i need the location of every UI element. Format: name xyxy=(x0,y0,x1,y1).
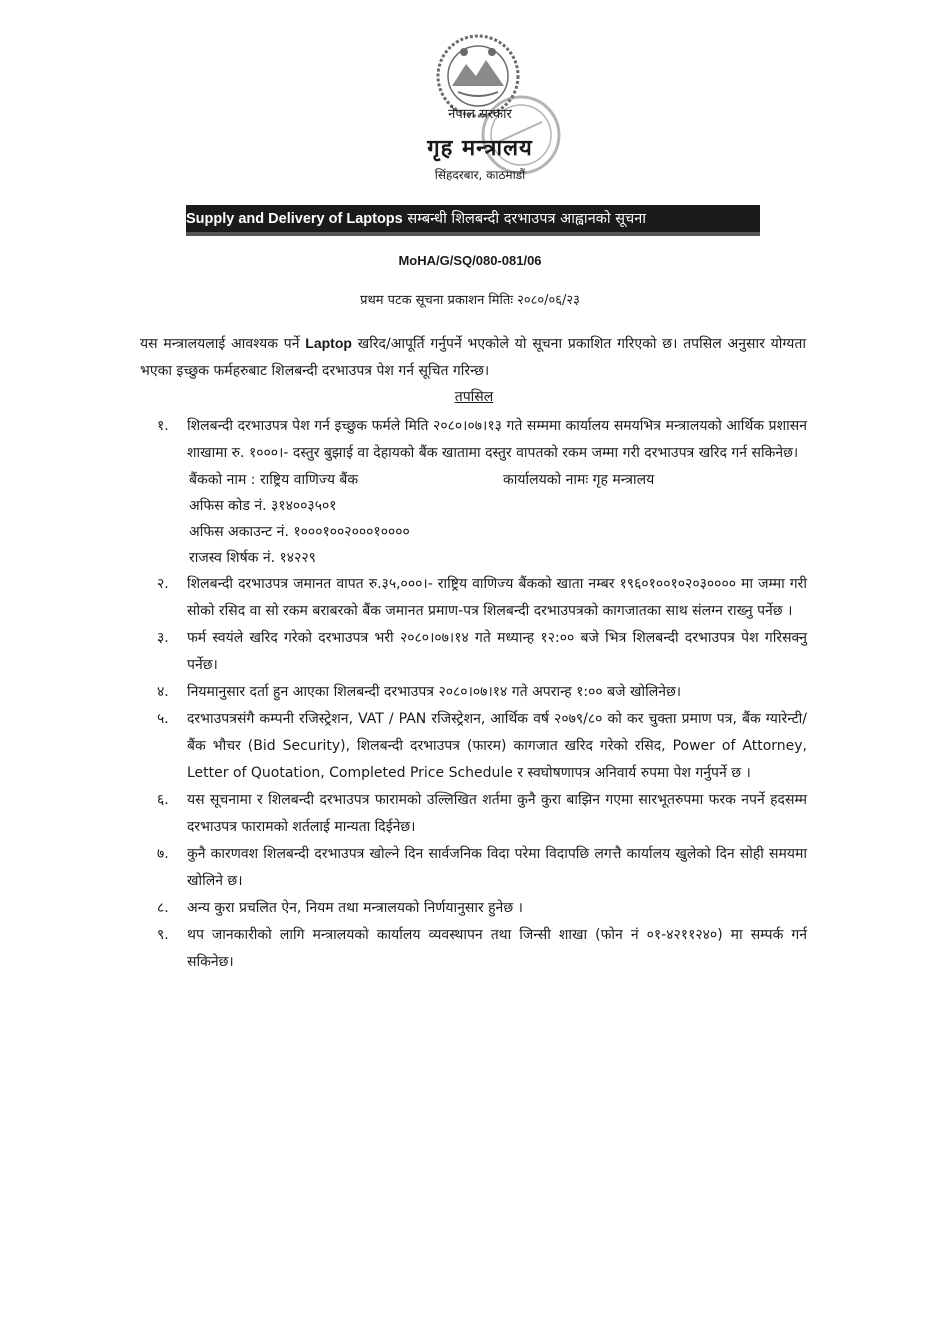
bank-details xyxy=(157,467,807,571)
list-item: ७. कुनै कारणवश शिलबन्दी दरभाउपत्र खोल्ने दिन सार्वजनिक विदा परेमा विदापछि लगत्तै कार्यालय खुलेको दिन सोही समयमा खोलिने छ। xyxy=(157,846,807,889)
revenue-heading: राजस्व शिर्षक नं. १४२२९ xyxy=(189,550,316,566)
ministry-name: गृह मन्त्रालय xyxy=(427,136,533,161)
banner-english: Supply and Delivery of Laptops xyxy=(186,211,403,227)
bank-name: बैंकको नाम : राष्ट्रिय वाणिज्य बैंक xyxy=(189,472,359,488)
office-account: अफिस अकाउन्ट नं. १०००१००२०००१०००० xyxy=(189,524,410,540)
list-item: ३. फर्म स्वयंले खरिद गरेको दरभाउपत्र भरी २०८०।०७।१४ गते मध्यान्ह १२:०० बजे भित्र शिलबन्दी दरभाउपत्र पेश गरिसक्नु पर्नेछ। xyxy=(157,630,807,673)
list-item: ९. थप जानकारीको लागि मन्त्रालयको कार्यालय व्यवस्थापन तथा जिन्सी शाखा (फोन नं ०१-४२११२४०) मा सम्पर्क गर्न सकिनेछ। xyxy=(157,927,807,970)
list-item: ४. नियमानुसार दर्ता हुन आएका शिलबन्दी दरभाउपत्र २०८०।०७।१४ गते अपरान्ह १:०० बजे खोलिनेछ। xyxy=(157,684,682,700)
banner-nepali: सम्बन्धी शिलबन्दी दरभाउपत्र आह्वानको सूचना xyxy=(402,211,647,227)
office-name: कार्यालयको नामः गृह मन्त्रालय xyxy=(503,472,655,488)
conditions-list xyxy=(157,413,807,976)
ministry-address: सिंहदरबार, काठमाडौं xyxy=(434,168,526,182)
government-name: नेपाल सरकार xyxy=(448,107,512,122)
list-item: २. शिलबन्दी दरभाउपत्र जमानत वापत रु.३५,०००।- राष्ट्रिय वाणिज्य बैंकको खाता नम्बर १९६०१००१०२०३०००० मा जम्मा गरी सोको रसिद वा सो रकम बराबरको बैंक जमानत प्रमाण-पत्र शिलबन्दी दरभाउपत्रको कागजातका साथ संलग्न राख्नु पर्नेछ । xyxy=(157,576,807,619)
schedule-heading: तपसिल xyxy=(454,389,494,405)
notice-title-banner xyxy=(186,205,760,233)
list-item: ५. दरभाउपत्रसंगै कम्पनी रजिस्ट्रेशन, VAT / PAN रजिस्ट्रेशन, आर्थिक वर्ष २०७९/८० को कर चुक्ता प्रमाण पत्र, बैंक ग्यारेन्टी/बैंक भौचर (Bid Security), शिलबन्दी दरभाउपत्र (फारम) कागजात खरिद गरेको रसिद, Power of Attorney, Letter of Quotation, Completed Price Schedule र स्वघोषणापत्र अनिवार्य रुपमा पेश गर्नुपर्ने छ । xyxy=(157,711,807,781)
banner-underline xyxy=(186,232,760,236)
list-item: ८. अन्य कुरा प्रचलित ऐन, नियम तथा मन्त्रालयको निर्णयानुसार हुनेछ । xyxy=(157,900,523,916)
publication-date: प्रथम पटक सूचना प्रकाशन मितिः २०८०/०६/२३ xyxy=(360,293,580,308)
list-item: ६. यस सूचनामा र शिलबन्दी दरभाउपत्र फारामको उल्लिखित शर्तमा कुनै कुरा बाझिन गएमा सारभूतरुपमा फरक नपर्ने हदसम्म दरभाउपत्र फारामको शर्तलाई मान्यता दिईनेछ। xyxy=(157,792,807,835)
reference-number: MoHA/G/SQ/080-081/06 xyxy=(398,253,542,268)
list-item: १. शिलबन्दी दरभाउपत्र पेश गर्न इच्छुक फर्मले मिति २०८०।०७।१३ गते सम्ममा कार्यालय समयभित्र मन्त्रालयको आर्थिक प्रशासन शाखामा रु. १०००।- दस्तुर बुझाई वा देहायको बैंक खातामा दस्तुर वापतको रकम जम्मा गरी दरभाउपत्र खरिद गर्न सकिनेछ। xyxy=(157,418,807,461)
office-code: अफिस कोड नं. ३१४००३५०१ xyxy=(189,498,337,514)
intro-paragraph: यस मन्त्रालयलाई आवश्यक पर्ने Laptop खरिद/आपूर्ति गर्नुपर्ने भएकोले यो सूचना प्रकाशित गरिएको छ। तपसिल अनुसार योग्यता भएका इच्छुक फर्महरुबाट शिलबन्दी दरभाउपत्र पेश गर्न सूचित गरिन्छ। xyxy=(140,335,806,379)
